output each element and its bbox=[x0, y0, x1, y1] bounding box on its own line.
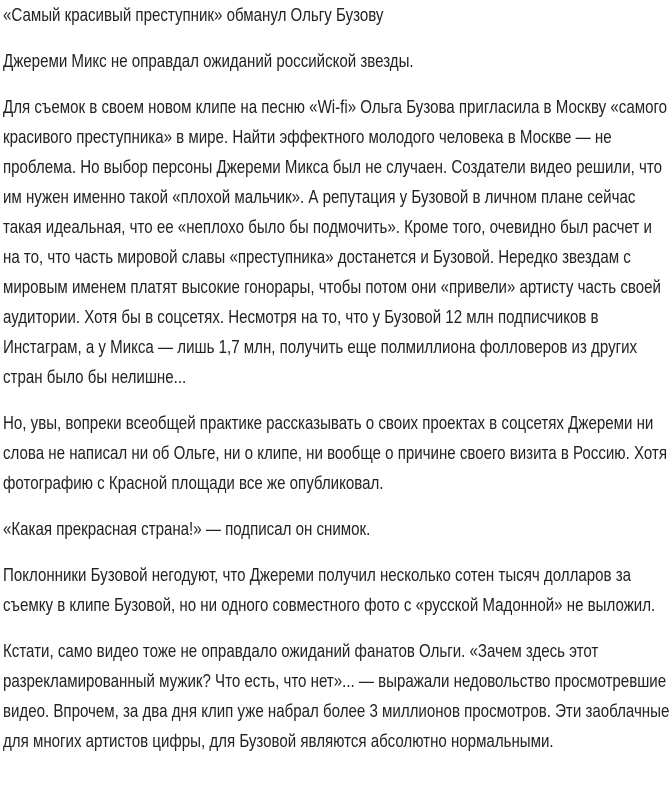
article-paragraph-3: «Какая прекрасная страна!» — подписал он снимок. bbox=[3, 518, 371, 539]
article bbox=[3, 0, 670, 772]
article-paragraph-4: Поклонники Бузовой негодуют, что Джереми получил несколько сотен тысяч долларов за съемку в клипе Бузовой, но ни одного совместного фото с «русской Мадонной» не выложил. bbox=[3, 564, 656, 615]
article-paragraph-1: Для съемок в своем новом клипе на песню «Wi-fi» Ольга Бузова пригласила в Москву «самого красивого преступника» в мире. Найти эффектного молодого человека в Москве — не проблема. Но выбор персоны Джереми Микса был не случаен. Создатели видео решили, что им нужен именно такой «плохой мальчик». А репутация у Бузовой в личном плане сейчас такая идеальная, что ее «неплохо было бы подмочить». Кроме того, очевидно был расчет и на то, что часть мировой славы «преступника» достанется и Бузовой. Нередко звездам с мировым именем платят высокие гонорары, чтобы потом они «привели» артисту часть своей аудитории. Хотя бы в соцсетях. Несмотря на то, что у Бузовой 12 млн подписчиков в Инстаграм, а у Микса — лишь 1,7 млн, получить еще полмиллиона фолловеров из других стран было бы нелишне... bbox=[3, 96, 668, 387]
article-paragraph-2: Но, увы, вопреки всеобщей практике рассказывать о своих проектах в соцсетях Джереми ни слова не написал ни об Ольге, ни о клипе, ни вообще о причине своего визита в Россию. Хотя фотографию с Красной площади все же опубликовал. bbox=[3, 412, 668, 493]
article-title: «Самый красивый преступник» обманул Ольгу Бузову bbox=[3, 4, 384, 25]
article-lead: Джереми Микс не оправдал ожиданий российской звезды. bbox=[3, 50, 414, 71]
article-paragraph-5: Кстати, само видео тоже не оправдало ожиданий фанатов Ольги. «Зачем здесь этот разрекламированный мужик? Что есть, что нет»... — выражали недовольство просмотревшие видео. Впрочем, за два дня клип уже набрал более 3 миллионов просмотров. Эти заоблачные для многих артистов цифры, для Бузовой являются абсолютно нормальными. bbox=[3, 640, 670, 751]
